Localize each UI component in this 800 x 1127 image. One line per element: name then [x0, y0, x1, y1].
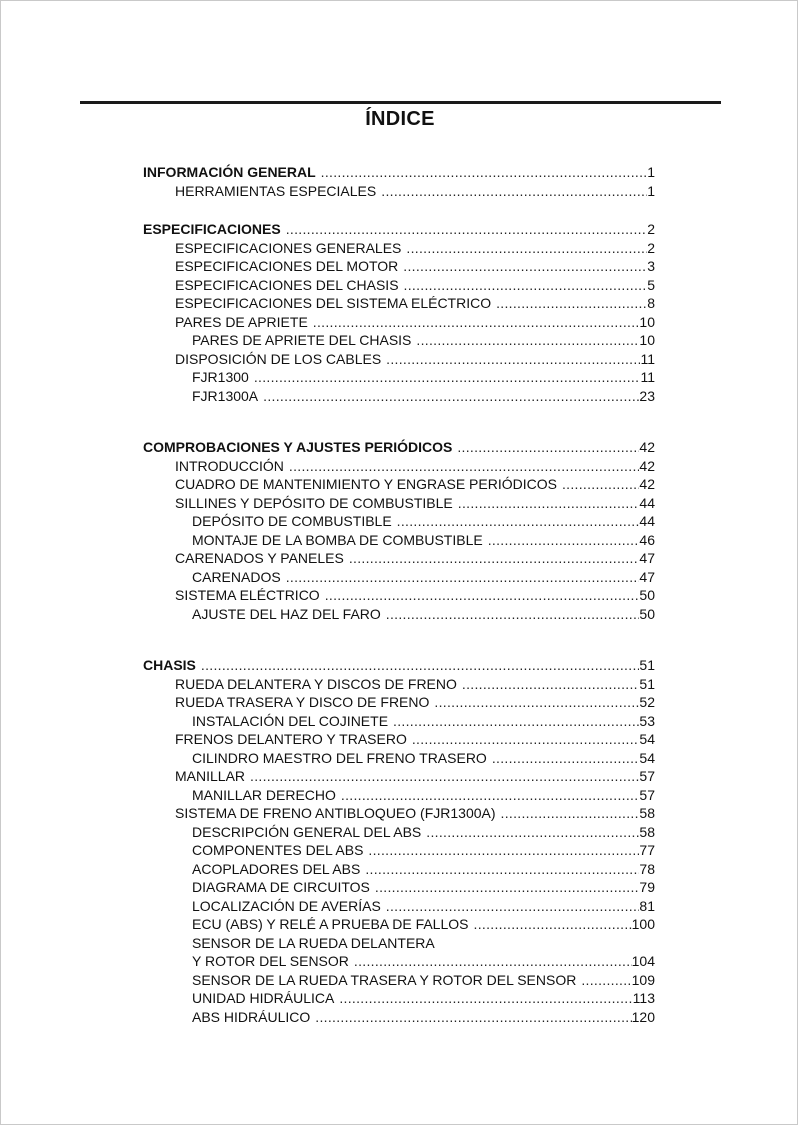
toc-entry-title: ESPECIFICACIONES DEL MOTOR — [175, 258, 399, 274]
toc-entry-title: Y ROTOR DEL SENSOR — [192, 953, 349, 969]
toc-page-number: 50 — [639, 605, 655, 622]
toc-entry-title: FRENOS DELANTERO Y TRASERO — [175, 731, 407, 747]
toc-entry-title: CARENADOS Y PANELES — [175, 550, 344, 566]
toc-entry[interactable] — [143, 239, 655, 258]
toc-entry[interactable] — [143, 494, 655, 513]
table-of-contents — [143, 163, 655, 1046]
toc-chapter-entry[interactable] — [143, 163, 655, 182]
toc-entry[interactable] — [143, 915, 655, 934]
toc-page-number: 42 — [639, 457, 655, 474]
toc-entry-title: HERRAMIENTAS ESPECIALES — [175, 182, 377, 199]
toc-page-number: 54 — [639, 749, 655, 766]
toc-entry-title: DIAGRAMA DE CIRCUITOS — [192, 879, 370, 895]
toc-entry-title: RUEDA TRASERA Y DISCO DE FRENO — [175, 694, 430, 710]
dot-leader — [349, 549, 640, 568]
toc-entry[interactable] — [143, 531, 655, 550]
dot-leader — [289, 457, 640, 476]
toc-page-number: 42 — [639, 476, 655, 492]
toc-entry-title: LOCALIZACIÓN DE AVERÍAS — [192, 897, 381, 914]
toc-entry[interactable] — [143, 934, 655, 953]
toc-entry[interactable] — [143, 331, 655, 350]
toc-page-number: 57 — [639, 768, 655, 784]
toc-page-number: 79 — [639, 879, 655, 895]
toc-page-number: 11 — [640, 369, 655, 385]
dot-leader — [386, 350, 640, 369]
dot-leader — [386, 897, 640, 916]
toc-entry-title: PARES DE APRIETE — [175, 313, 308, 330]
dot-leader — [416, 331, 639, 350]
toc-entry-title: ESPECIFICACIONES GENERALES — [175, 239, 402, 256]
toc-chapter-entry[interactable] — [143, 656, 655, 675]
toc-entry-title: DEPÓSITO DE COMBUSTIBLE — [192, 513, 392, 529]
toc-page-number: 11 — [640, 350, 655, 367]
toc-page-number: 47 — [639, 550, 655, 566]
toc-section — [143, 220, 655, 405]
dot-leader — [403, 257, 647, 276]
dot-leader — [397, 512, 640, 531]
toc-section — [143, 163, 655, 200]
toc-entry[interactable] — [143, 368, 655, 387]
toc-page-number: 51 — [639, 675, 655, 692]
dot-leader — [426, 823, 639, 842]
toc-entry-title: DESCRIPCIÓN GENERAL DEL ABS — [192, 823, 422, 840]
toc-section — [143, 438, 655, 623]
toc-entry[interactable] — [143, 878, 655, 897]
dot-leader — [201, 656, 640, 675]
dot-leader — [313, 313, 640, 332]
toc-entry[interactable] — [143, 841, 655, 860]
toc-entry[interactable] — [143, 457, 655, 476]
toc-page-number: 58 — [639, 805, 655, 821]
dot-leader — [393, 712, 639, 731]
dot-leader — [457, 438, 639, 457]
toc-entry[interactable] — [143, 1008, 655, 1027]
toc-entry-title: SISTEMA ELÉCTRICO — [175, 587, 320, 603]
dot-leader — [354, 952, 632, 971]
toc-page-number: 5 — [647, 276, 655, 293]
toc-entry[interactable] — [143, 971, 655, 990]
toc-entry[interactable] — [143, 475, 655, 494]
toc-entry-title: ABS HIDRÁULICO — [192, 1008, 311, 1025]
dot-leader — [462, 675, 640, 694]
toc-entry-title: CILINDRO MAESTRO DEL FRENO TRASERO — [192, 749, 487, 766]
toc-entry[interactable] — [143, 568, 655, 587]
dot-leader — [325, 586, 640, 605]
dot-leader — [286, 220, 648, 239]
toc-page-number: 47 — [639, 568, 655, 585]
toc-chapter-entry[interactable] — [143, 220, 655, 239]
dot-leader — [368, 841, 639, 860]
toc-page-number: 23 — [639, 387, 655, 404]
toc-entry[interactable] — [143, 586, 655, 605]
toc-entry[interactable] — [143, 605, 655, 624]
toc-entry-title: MANILLAR — [175, 768, 246, 784]
toc-entry[interactable] — [143, 350, 655, 369]
toc-page-number: 54 — [639, 731, 655, 747]
toc-entry[interactable] — [143, 749, 655, 768]
toc-page-number: 10 — [639, 332, 655, 348]
dot-leader — [562, 475, 639, 494]
dot-leader — [386, 605, 640, 624]
toc-page-number: 120 — [631, 1008, 655, 1025]
toc-page-number: 50 — [639, 587, 655, 603]
toc-entry-title: PARES DE APRIETE DEL CHASIS — [192, 332, 412, 348]
toc-entry[interactable] — [143, 712, 655, 731]
toc-entry[interactable] — [143, 549, 655, 568]
dot-leader — [581, 971, 631, 990]
toc-entry-title: COMPONENTES DEL ABS — [192, 842, 364, 858]
dot-leader — [341, 786, 640, 805]
dot-leader — [321, 163, 648, 182]
toc-section — [143, 656, 655, 1026]
toc-page-number: 2 — [647, 239, 655, 256]
toc-entry[interactable] — [143, 823, 655, 842]
toc-page-number: 44 — [639, 513, 655, 529]
toc-entry[interactable] — [143, 387, 655, 406]
toc-entry-title: SILLINES Y DEPÓSITO DE COMBUSTIBLE — [175, 494, 453, 511]
toc-page-number: 1 — [647, 182, 655, 199]
toc-entry-title: AJUSTE DEL HAZ DEL FARO — [192, 605, 381, 622]
dot-leader — [250, 767, 639, 786]
toc-page-number: 104 — [631, 953, 655, 969]
toc-entry-title: FJR1300A — [192, 387, 259, 404]
toc-entry-title: INSTALACIÓN DEL COJINETE — [192, 712, 389, 729]
toc-entry[interactable] — [143, 276, 655, 295]
toc-entry-title: COMPROBACIONES Y AJUSTES PERIÓDICOS — [143, 439, 453, 455]
dot-leader — [404, 276, 648, 295]
toc-page-number: 2 — [647, 221, 655, 237]
toc-page-number: 53 — [639, 712, 655, 729]
toc-entry-title: FJR1300 — [192, 369, 249, 385]
toc-entry-title: ECU (ABS) Y RELÉ A PRUEBA DE FALLOS — [192, 916, 469, 932]
toc-entry-title: SISTEMA DE FRENO ANTIBLOQUEO (FJR1300A) — [175, 805, 496, 821]
dot-leader — [286, 568, 640, 587]
dot-leader — [381, 182, 647, 201]
toc-entry[interactable] — [143, 860, 655, 879]
dot-leader — [412, 730, 640, 749]
toc-entry-title: ESPECIFICACIONES DEL SISTEMA ELÉCTRICO — [175, 295, 492, 311]
toc-page-number: 3 — [647, 258, 655, 274]
toc-entry-title: ACOPLADORES DEL ABS — [192, 860, 361, 877]
toc-page-number: 77 — [639, 842, 655, 858]
toc-page-number: 81 — [639, 897, 655, 914]
dot-leader — [406, 239, 647, 258]
dot-leader — [474, 915, 632, 934]
toc-entry-title: RUEDA DELANTERA Y DISCOS DE FRENO — [175, 675, 457, 692]
toc-entry-title: SENSOR DE LA RUEDA TRASERA Y ROTOR DEL SENSOR — [192, 971, 577, 988]
toc-entry[interactable] — [143, 512, 655, 531]
dot-leader — [496, 294, 647, 313]
toc-entry-title: ESPECIFICACIONES — [143, 221, 281, 237]
toc-page-number: 57 — [639, 786, 655, 803]
toc-entry-title: SENSOR DE LA RUEDA DELANTERA — [192, 934, 435, 951]
toc-entry-title: MONTAJE DE LA BOMBA DE COMBUSTIBLE — [192, 531, 483, 548]
toc-entry[interactable] — [143, 257, 655, 276]
header-rule — [80, 101, 721, 104]
toc-entry-title: MANILLAR DERECHO — [192, 786, 336, 803]
dot-leader — [458, 494, 640, 513]
toc-entry-title: CUADRO DE MANTENIMIENTO Y ENGRASE PERIÓDICOS — [175, 476, 557, 492]
toc-page-number: 109 — [631, 971, 655, 988]
toc-page-number: 51 — [639, 657, 655, 673]
dot-leader — [263, 387, 639, 406]
toc-page-number: 10 — [639, 313, 655, 330]
toc-entry-title: INTRODUCCIÓN — [175, 457, 284, 474]
toc-entry-title: UNIDAD HIDRÁULICA — [192, 990, 335, 1006]
toc-entry-title: INFORMACIÓN GENERAL — [143, 164, 316, 180]
toc-entry[interactable] — [143, 786, 655, 805]
toc-entry[interactable] — [143, 767, 655, 786]
dot-leader — [434, 693, 639, 712]
toc-page-number: 1 — [647, 164, 655, 180]
toc-chapter-entry[interactable] — [143, 438, 655, 457]
toc-entry-title: CARENADOS — [192, 568, 281, 585]
toc-page-number: 46 — [639, 531, 655, 548]
toc-page-number: 100 — [631, 916, 655, 932]
dot-leader — [501, 804, 640, 823]
dot-leader — [339, 989, 632, 1008]
toc-entry[interactable] — [143, 989, 655, 1008]
toc-entry[interactable] — [143, 952, 655, 971]
toc-entry[interactable] — [143, 897, 655, 916]
toc-entry[interactable] — [143, 730, 655, 749]
dot-leader — [254, 368, 641, 387]
dot-leader — [365, 860, 639, 879]
dot-leader — [488, 531, 640, 550]
toc-page-number: 8 — [647, 295, 655, 311]
toc-page-number: 52 — [639, 694, 655, 710]
toc-page-number: 78 — [639, 860, 655, 877]
toc-page-number: 44 — [639, 494, 655, 511]
toc-page-number: 113 — [632, 990, 655, 1006]
toc-entry-title: DISPOSICIÓN DE LOS CABLES — [175, 350, 382, 367]
page-title: ÍNDICE — [365, 108, 435, 130]
dot-leader — [315, 1008, 631, 1027]
toc-page-number: 42 — [639, 439, 655, 455]
toc-entry[interactable] — [143, 693, 655, 712]
toc-page-number: 58 — [639, 823, 655, 840]
toc-entry[interactable] — [143, 182, 655, 201]
dot-leader — [375, 878, 640, 897]
toc-entry[interactable] — [143, 675, 655, 694]
toc-entry-title: CHASIS — [143, 657, 196, 673]
toc-entry-title: ESPECIFICACIONES DEL CHASIS — [175, 276, 399, 293]
dot-leader — [492, 749, 640, 768]
toc-entry[interactable] — [143, 313, 655, 332]
toc-entry[interactable] — [143, 804, 655, 823]
toc-entry[interactable] — [143, 294, 655, 313]
